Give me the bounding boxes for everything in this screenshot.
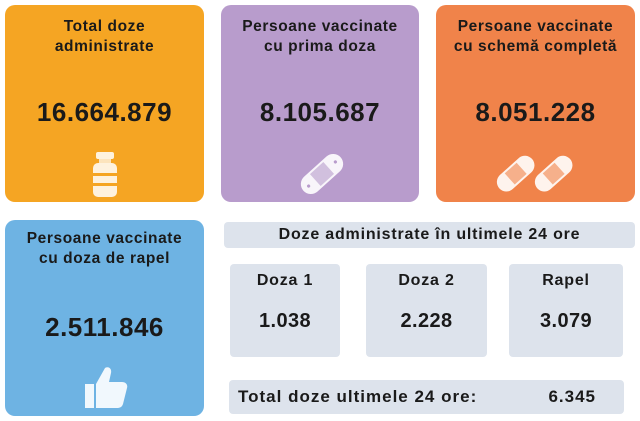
dose2-label: Doza 2 xyxy=(398,272,455,289)
total-doses-title xyxy=(5,17,204,57)
complete-scheme-card xyxy=(436,5,635,202)
booster-value: 2.511.846 xyxy=(45,312,164,342)
first-dose-card xyxy=(221,5,419,202)
complete-scheme-value: 8.051.228 xyxy=(475,97,596,127)
complete-scheme-title xyxy=(436,17,635,57)
total-doses-title-line1: Total doze xyxy=(63,18,146,35)
total-doses-value: 16.664.879 xyxy=(36,97,173,127)
bandage-icon xyxy=(295,149,349,199)
total-24h-bar xyxy=(229,380,624,414)
dose2-value: 2.228 xyxy=(400,310,453,332)
first-dose-title xyxy=(221,17,419,57)
last-24h-header: Doze administrate în ultimele 24 ore xyxy=(224,222,635,248)
dose1-value: 1.038 xyxy=(258,310,312,332)
thumbs-up-icon xyxy=(81,364,129,410)
first-dose-title-line1: Persoane vaccinate xyxy=(242,18,398,35)
complete-scheme-title-line2: cu schemă completă xyxy=(453,38,618,55)
booster-title xyxy=(5,229,204,269)
booster-dose-value: 3.079 xyxy=(539,310,593,332)
booster-card xyxy=(5,220,204,416)
dose2-box xyxy=(366,264,487,357)
first-dose-value: 8.105.687 xyxy=(259,97,381,127)
last-24h-panel xyxy=(217,220,635,416)
complete-scheme-title-line1: Persoane vaccinate xyxy=(457,18,614,35)
dose1-label: Doza 1 xyxy=(256,272,314,289)
booster-dose-label: Rapel xyxy=(542,272,590,289)
booster-title-line2: cu doza de rapel xyxy=(38,250,171,267)
total-24h-value: 6.345 xyxy=(548,387,596,406)
total-24h-label: Total doze ultimele 24 ore: xyxy=(238,387,478,406)
vaccine-vial-icon xyxy=(91,151,119,199)
total-doses-card xyxy=(5,5,204,202)
booster-title-line1: Persoane vaccinate xyxy=(26,230,183,247)
first-dose-title-line2: cu prima doza xyxy=(263,38,377,55)
booster-dose-box xyxy=(509,264,623,357)
dose1-box xyxy=(230,264,340,357)
double-bandage-icon xyxy=(494,149,576,199)
total-doses-title-line2: administrate xyxy=(54,38,155,55)
